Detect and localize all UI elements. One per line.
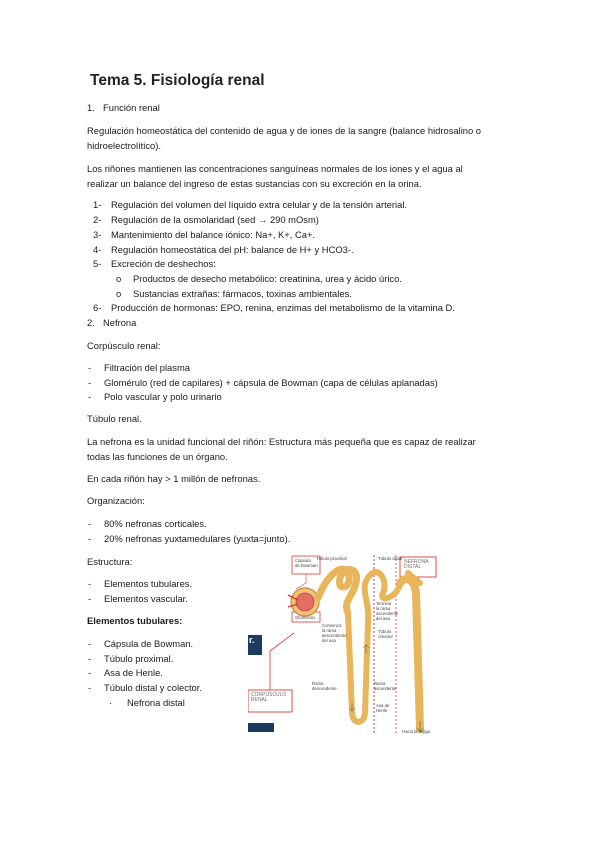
nephron-diagram	[248, 553, 473, 735]
label-rama-ascendente: Rama ascendente	[374, 681, 397, 691]
dash-bullet: -	[88, 667, 92, 678]
label-hacia-vejiga: Hacia la vejiga	[402, 729, 430, 734]
dash-bullet: -	[88, 653, 92, 664]
list-item: 20% nefronas yuxtamedulares (yuxta=junto).	[104, 533, 291, 544]
list-item: Elementos tubulares.	[104, 578, 193, 589]
section-number: 2.	[87, 317, 95, 328]
list-item: Elementos vascular.	[104, 593, 188, 604]
list-item: Regulación de la osmolaridad (sed → 290 mOsm)	[111, 214, 319, 225]
dash-bullet: -	[88, 638, 92, 649]
paragraph-line: todas las funciones de un órgano.	[87, 451, 228, 462]
list-item: Polo vascular y polo urinario	[104, 391, 222, 402]
page-title: Tema 5. Fisiología renal	[90, 72, 265, 89]
label-rama-descendente: Rama descendente	[312, 681, 337, 691]
corpusculo-connector	[270, 633, 294, 690]
list-number: 3-	[93, 229, 102, 240]
paragraph-line: La nefrona es la unidad funcional del riñón: Estructura más pequeña que es capaz de realizar	[87, 436, 476, 447]
label-termina: Termina la rama ascendente del asa	[376, 601, 399, 621]
capsula-connector	[296, 574, 306, 589]
loop-of-henle	[348, 613, 368, 722]
label-colector: Túbulo colector	[378, 629, 394, 639]
dash-bullet: -	[88, 362, 92, 373]
sub-list-item: Nefrona distal	[127, 697, 185, 708]
list-item: Excreción de deshechos:	[111, 258, 216, 269]
section-heading-nefrona: Nefrona	[103, 317, 137, 328]
label-asa-henle: Asa de Henle	[376, 703, 390, 713]
dash-bullet: -	[88, 578, 92, 589]
paragraph-line: En cada riñón hay > 1 millón de nefronas.	[87, 473, 261, 484]
figure-tab-bottom	[248, 723, 274, 732]
list-item: 80% nefronas corticales.	[104, 518, 207, 529]
glomerulus-shape	[296, 593, 314, 611]
list-number: 6-	[93, 302, 102, 313]
dash-bullet: -	[88, 593, 92, 604]
paragraph-line: Regulación homeostática del contenido de agua y de iones de la sangre (balance hidrosalino o	[87, 125, 482, 136]
proximal-tubule	[318, 569, 357, 613]
list-item: Filtración del plasma	[104, 362, 190, 373]
sub-bullet: o	[116, 273, 122, 284]
sub-list-item: Sustancias extrañas: fármacos, toxinas ambientales.	[133, 288, 352, 299]
list-item: Túbulo proximal.	[104, 653, 174, 664]
list-item: Cápsula de Bowman.	[104, 638, 194, 649]
sub-list-item: Productos de desecho metabólico: creatinina, urea y ácido úrico.	[133, 273, 402, 284]
list-item: Túbulo distal y colector.	[104, 682, 202, 693]
dash-bullet: -	[88, 682, 92, 693]
section-heading-funcion-renal: Función renal	[103, 102, 160, 113]
list-number: 4-	[93, 244, 102, 255]
nephron-figure	[248, 553, 473, 735]
label-tubulo-proximal: Túbulo proximal	[316, 556, 347, 561]
list-item: Regulación del volumen del líquido extra celular y de la tensión arterial.	[111, 199, 408, 210]
dash-bullet: -	[88, 533, 92, 544]
paragraph-line: Los riñones mantienen las concentraciones sanguíneas normales de los iones y el agua al	[87, 163, 463, 174]
subheading-tubulo: Túbulo renal.	[87, 413, 142, 424]
dash-bullet: -	[88, 391, 92, 402]
subheading-organizacion: Organización:	[87, 495, 145, 506]
list-number: 2-	[93, 214, 102, 225]
dash-bullet: -	[88, 518, 92, 529]
list-item: Regulación homeostática del pH: balance de H+ y HCO3-.	[111, 244, 354, 255]
label-comienza: Comienza la rama descendente del asa	[322, 623, 347, 643]
list-item: Producción de hormonas: EPO, renina, enzimas del metabolismo de la vitamina D.	[111, 302, 455, 313]
label-nefrona-distal: NEFRONA DISTAL	[404, 559, 429, 570]
section-number: 1.	[87, 102, 95, 113]
label-capsula: Cápsula de Bowman	[295, 558, 318, 568]
subheading-elementos-tubulares: Elementos tubulares:	[87, 615, 183, 626]
sub-bullet: ·	[109, 697, 113, 708]
collecting-duct	[400, 579, 420, 729]
subheading-estructura: Estructura:	[87, 556, 133, 567]
paragraph-line: realizar un balance del ingreso de estas sustancias con su excreción en la orina.	[87, 178, 422, 189]
list-item: Asa de Henle.	[104, 667, 163, 678]
label-tubulo-distal: Túbulo distal	[378, 556, 403, 561]
figure-letter: r.	[249, 635, 255, 645]
list-number: 5-	[93, 258, 102, 269]
sub-bullet: o	[116, 288, 122, 299]
list-item: Glomérulo (red de capilares) + cápsula de Bowman (capa de células aplanadas)	[104, 377, 438, 388]
list-item: Mantenimiento del balance iónico: Na+, K+, Ca+.	[111, 229, 316, 240]
list-number: 1-	[93, 199, 102, 210]
paragraph-line: hidroelectrolítico).	[87, 140, 161, 151]
dash-bullet: -	[88, 377, 92, 388]
subheading-corpusculo: Corpúsculo renal:	[87, 340, 161, 351]
label-corpusculo: CORPÚSCULO RENAL	[251, 692, 287, 703]
label-glomerulo: Glomérulo	[295, 615, 315, 620]
